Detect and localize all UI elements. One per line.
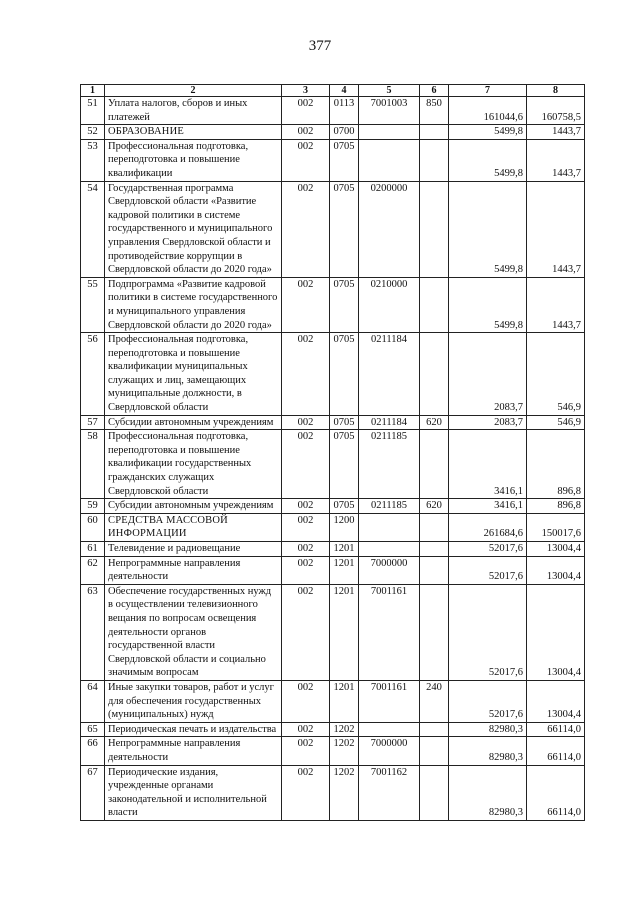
amount-col-8: 896,8 [527,430,585,499]
amount-col-7: 161044,6 [449,97,527,125]
col-header-6: 6 [420,85,449,97]
code-section: 1202 [330,737,359,765]
budget-table [80,84,585,821]
table-row [81,722,585,737]
code-target [359,513,420,541]
row-number: 64 [81,680,105,722]
table-row [81,765,585,820]
amount-col-8: 1443,7 [527,139,585,181]
code-target: 0211185 [359,430,420,499]
table-row [81,97,585,125]
row-name: Периодическая печать и издательства [105,722,282,737]
col-header-5: 5 [359,85,420,97]
code-expense-type [420,139,449,181]
code-admin: 002 [282,415,330,430]
amount-col-8: 1443,7 [527,277,585,332]
row-name: Иные закупки товаров, работ и услуг для обеспечения государственных (муниципальных) нужд [105,680,282,722]
amount-col-8: 160758,5 [527,97,585,125]
row-name: Субсидии автономным учреждениям [105,499,282,514]
code-target: 7001003 [359,97,420,125]
table-row [81,430,585,499]
code-admin: 002 [282,97,330,125]
row-number: 66 [81,737,105,765]
row-name: Профессиональная подготовка, переподготовка и повышение квалификации [105,139,282,181]
code-admin: 002 [282,499,330,514]
amount-col-8: 13004,4 [527,542,585,557]
amount-col-7: 82980,3 [449,737,527,765]
code-target: 7001161 [359,680,420,722]
amount-col-7: 82980,3 [449,765,527,820]
code-admin: 002 [282,513,330,541]
code-expense-type [420,125,449,140]
table-row [81,737,585,765]
code-target [359,139,420,181]
table-row [81,556,585,584]
amount-col-8: 1443,7 [527,181,585,277]
amount-col-7: 52017,6 [449,542,527,557]
code-admin: 002 [282,277,330,332]
code-admin: 002 [282,765,330,820]
row-number: 56 [81,333,105,416]
code-admin: 002 [282,542,330,557]
amount-col-8: 546,9 [527,333,585,416]
amount-col-7: 52017,6 [449,584,527,680]
amount-col-8: 1443,7 [527,125,585,140]
row-name: Государственная программа Свердловской области «Развитие кадровой политики в системе государственного и муниципального управления Свердловской области и противодействие коррупции в Свердловской области до 2020 года» [105,181,282,277]
code-admin: 002 [282,430,330,499]
table-row [81,680,585,722]
row-number: 52 [81,125,105,140]
code-section: 1200 [330,513,359,541]
code-section: 0705 [330,277,359,332]
code-section: 1201 [330,680,359,722]
amount-col-7: 261684,6 [449,513,527,541]
code-section: 1202 [330,722,359,737]
row-name: Подпрограмма «Развитие кадровой политики в системе государственного и муниципального управления Свердловской области до 2020 года» [105,277,282,332]
row-name: Телевидение и радиовещание [105,542,282,557]
amount-col-8: 150017,6 [527,513,585,541]
amount-col-8: 13004,4 [527,556,585,584]
code-section: 0705 [330,430,359,499]
amount-col-8: 66114,0 [527,722,585,737]
code-admin: 002 [282,722,330,737]
row-name: Непрограммные направления деятельности [105,737,282,765]
code-expense-type: 240 [420,680,449,722]
row-number: 63 [81,584,105,680]
code-expense-type [420,556,449,584]
code-target: 0210000 [359,277,420,332]
table-row [81,499,585,514]
code-target: 0211185 [359,499,420,514]
col-header-2: 2 [105,85,282,97]
row-number: 55 [81,277,105,332]
row-number: 65 [81,722,105,737]
row-name: Обеспечение государственных нужд в осуществлении телевизионного вещания по вопросам освещения деятельности органов государственной власти Свердловской области и социально значимым вопросам [105,584,282,680]
code-expense-type [420,333,449,416]
amount-col-7: 3416,1 [449,430,527,499]
row-number: 61 [81,542,105,557]
table-row [81,139,585,181]
code-admin: 002 [282,680,330,722]
table-row [81,277,585,332]
col-header-8: 8 [527,85,585,97]
code-admin: 002 [282,737,330,765]
table-row [81,415,585,430]
table-row [81,125,585,140]
code-expense-type [420,513,449,541]
code-expense-type [420,430,449,499]
code-target [359,542,420,557]
row-number: 62 [81,556,105,584]
code-section: 1201 [330,542,359,557]
header-row [81,85,585,97]
col-header-4: 4 [330,85,359,97]
row-name: Непрограммные направления деятельности [105,556,282,584]
code-section: 1201 [330,556,359,584]
amount-col-8: 13004,4 [527,584,585,680]
code-admin: 002 [282,333,330,416]
amount-col-7: 3416,1 [449,499,527,514]
code-expense-type [420,181,449,277]
table-row [81,584,585,680]
col-header-3: 3 [282,85,330,97]
col-header-7: 7 [449,85,527,97]
table-row [81,513,585,541]
row-name: ОБРАЗОВАНИЕ [105,125,282,140]
code-admin: 002 [282,181,330,277]
code-expense-type [420,277,449,332]
table-row [81,542,585,557]
row-name: Уплата налогов, сборов и иных платежей [105,97,282,125]
code-section: 1202 [330,765,359,820]
row-name: Субсидии автономным учреждениям [105,415,282,430]
code-expense-type: 620 [420,415,449,430]
code-target: 0200000 [359,181,420,277]
code-target: 7001161 [359,584,420,680]
code-expense-type [420,765,449,820]
code-target [359,722,420,737]
amount-col-8: 546,9 [527,415,585,430]
code-admin: 002 [282,139,330,181]
code-expense-type [420,584,449,680]
code-section: 0705 [330,415,359,430]
amount-col-8: 896,8 [527,499,585,514]
amount-col-8: 66114,0 [527,737,585,765]
code-target: 7000000 [359,556,420,584]
amount-col-7: 2083,7 [449,415,527,430]
code-admin: 002 [282,125,330,140]
code-expense-type [420,737,449,765]
amount-col-7: 82980,3 [449,722,527,737]
amount-col-7: 5499,8 [449,181,527,277]
row-number: 59 [81,499,105,514]
code-target: 7001162 [359,765,420,820]
page-number: 377 [308,38,332,54]
table-row [81,181,585,277]
row-number: 53 [81,139,105,181]
code-section: 0705 [330,139,359,181]
table-row [81,333,585,416]
row-number: 57 [81,415,105,430]
amount-col-7: 52017,6 [449,556,527,584]
row-number: 60 [81,513,105,541]
code-target: 7000000 [359,737,420,765]
row-name: Профессиональная подготовка, переподготовка и повышение квалификации государственных гражданских служащих Свердловской области [105,430,282,499]
amount-col-7: 5499,8 [449,277,527,332]
code-section: 0700 [330,125,359,140]
code-expense-type [420,542,449,557]
amount-col-8: 66114,0 [527,765,585,820]
code-expense-type: 620 [420,499,449,514]
code-section: 0705 [330,181,359,277]
code-admin: 002 [282,556,330,584]
code-section: 1201 [330,584,359,680]
row-number: 58 [81,430,105,499]
code-section: 0705 [330,499,359,514]
row-number: 51 [81,97,105,125]
code-target [359,125,420,140]
code-target: 0211184 [359,415,420,430]
row-name: СРЕДСТВА МАССОВОЙ ИНФОРМАЦИИ [105,513,282,541]
amount-col-7: 52017,6 [449,680,527,722]
row-name: Профессиональная подготовка, переподготовка и повышение квалификации муниципальных служащих и лиц, замещающих муниципальные должности, в Свердловской области [105,333,282,416]
code-expense-type [420,722,449,737]
code-expense-type: 850 [420,97,449,125]
code-section: 0113 [330,97,359,125]
amount-col-8: 13004,4 [527,680,585,722]
code-target: 0211184 [359,333,420,416]
table-body [81,97,585,821]
col-header-1: 1 [81,85,105,97]
amount-col-7: 5499,8 [449,125,527,140]
amount-col-7: 5499,8 [449,139,527,181]
code-admin: 002 [282,584,330,680]
row-number: 67 [81,765,105,820]
row-name: Периодические издания, учрежденные органами законодательной и исполнительной власти [105,765,282,820]
amount-col-7: 2083,7 [449,333,527,416]
row-number: 54 [81,181,105,277]
code-section: 0705 [330,333,359,416]
